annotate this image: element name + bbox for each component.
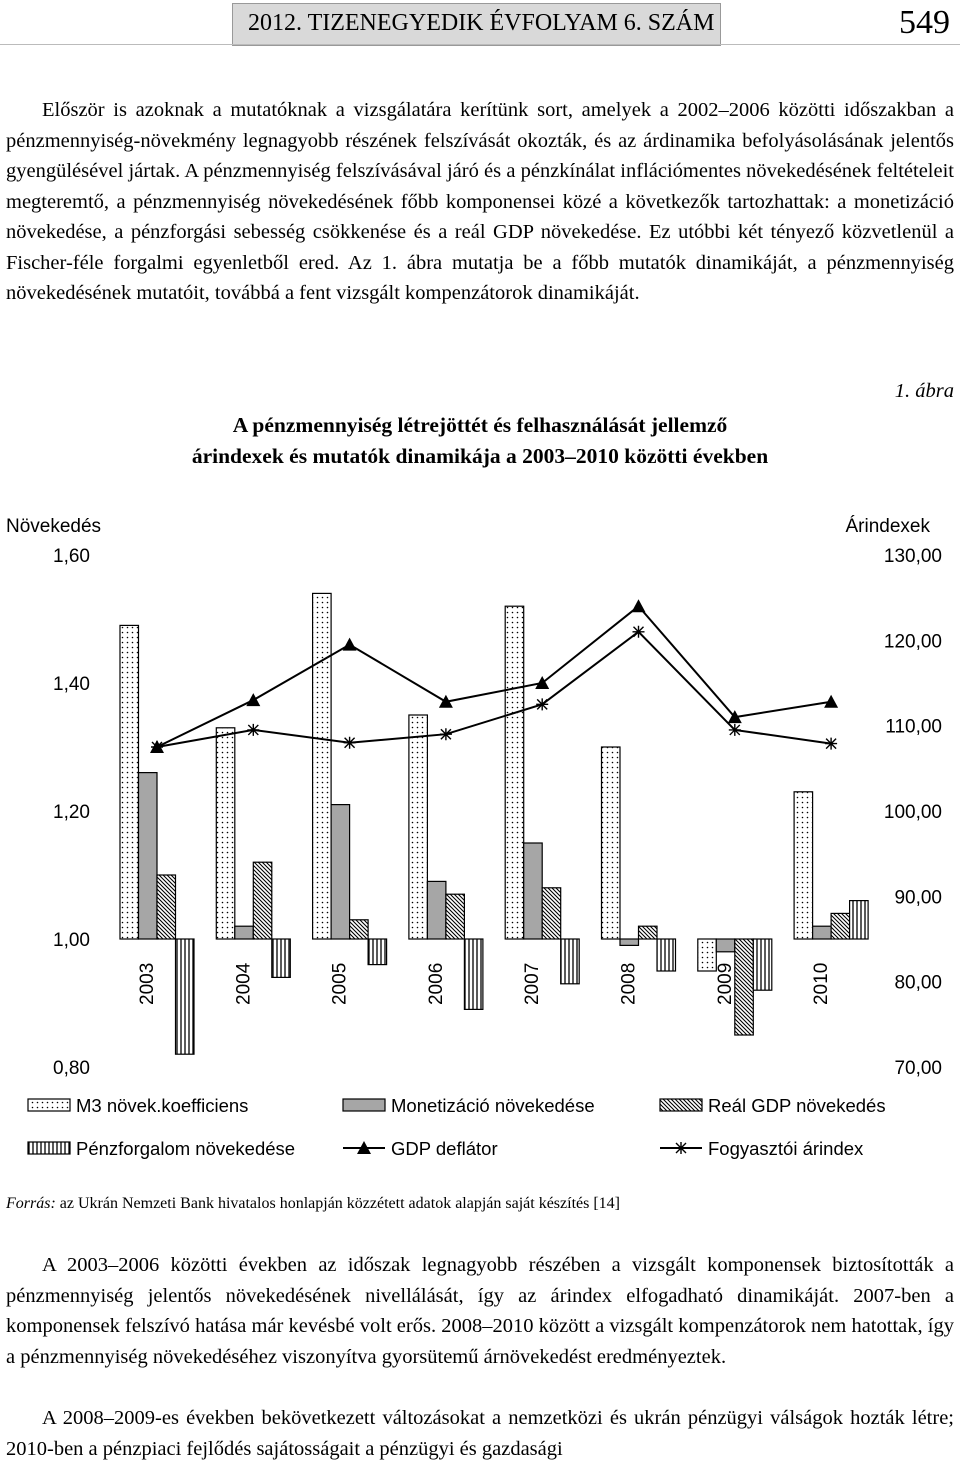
bar-gray-2007 [524,843,543,939]
bar-hatch-2004 [253,862,271,939]
category-label: 2006 [425,962,447,1005]
right-axis-label: Árindexek [845,516,930,537]
category-label: 2007 [522,962,544,1005]
bar-vstripes-2006 [464,939,483,1009]
bar-hatch-2009 [735,939,754,1035]
category-label: 2010 [811,962,833,1005]
marker-triangle [824,695,838,708]
figure-number: 1. ábra [894,380,954,402]
left-tick-label: 1,40 [53,674,90,695]
bar-dots-2010 [794,792,813,939]
marker-triangle [343,638,357,651]
figure-chart [0,500,960,1190]
category-label: 2003 [137,962,158,1005]
bar-vstripes-2008 [657,939,676,971]
legend-label: Fogyasztói árindex [708,1138,864,1159]
bar-hatch-2008 [639,926,658,939]
legend-swatch [343,1099,385,1111]
right-tick-label: 70,00 [894,1058,942,1079]
marker-star [633,626,645,638]
bar-hatch-2010 [831,913,850,939]
bar-hatch-2007 [542,888,561,939]
legend-label: Reál GDP növekedés [708,1095,886,1116]
category-label: 2008 [618,962,640,1005]
legend-marker-star [675,1142,687,1154]
figure-title-line-2: árindexek és mutatók dinamikája a 2003–2010 közötti években [191,444,769,468]
bar-vstripes-2007 [561,939,580,984]
bar-gray-2004 [235,926,254,939]
left-tick-label: 1,60 [53,546,90,567]
category-label: 2009 [714,962,736,1005]
right-tick-label: 130,00 [883,546,942,567]
bar-gray-2006 [427,881,446,939]
bar-dots-2004 [216,728,235,939]
left-tick-label: 1,20 [53,802,90,823]
bar-dots-2007 [505,606,524,939]
bar-vstripes-2009 [753,939,772,990]
source-lead: Forrás: [6,1195,56,1212]
legend-swatch [28,1099,70,1111]
legend-swatch [28,1142,70,1154]
marker-star [825,738,837,750]
source-text: az Ukrán Nemzeti Bank hivatalos honlapján közzétett adatok alapján saját készítés [14] [55,1195,621,1212]
marker-star [536,698,548,710]
bar-dots-2003 [120,625,139,939]
intro-paragraph: Először is azoknak a mutatóknak a vizsgálatára kerítünk sort, amelyek a 2002–2006 közötti időszakban a pénzmennyiség-növekmény legnagyobb részének felszívását okozták, és az árdinamika befolyásolásának jelentős gyengülésével jártak. A pénzmennyiség felszívásával járó és a pénzkínálat inflációmentes növekedésének feltételeit megteremtő, a pénzmennyiség növekedésének főbb komponensei közé a következők tartozhattak: a monetizáció növekedése, a pénzforgási sebesség csökkenése és a reál GDP növekedése. Ez utóbbi két tényező közvetlenül a Fischer-féle forgalmi egyenletből ered. Az 1. ábra mutatja be a főbb mutatók dinamikáját, a pénzmennyiség növekedésének mutatóit, továbbá a fent vizsgált kompenzátorok dinamikáját. [6,99,954,304]
legend-swatch [660,1099,702,1111]
bar-vstripes-2010 [850,901,869,939]
legend-label: Pénzforgalom növekedése [76,1138,296,1159]
right-tick-label: 100,00 [883,802,942,823]
marker-star [247,724,259,736]
header-rule [0,44,960,45]
paragraph-2: A 2003–2006 közötti években az időszak legnagyobb részében a vizsgált komponensek biztosították a pénzmennyiség jelentős növekedésének nivellálását, így az árindex elfogadható dinamikáját. 2007-ben a komponensek felszívó hatása már kevésbé volt erős. 2008–2010 között a vizsgált kompenzátorok nem hatottak, így a pénzmennyiség növekedéséhez viszonyítva gyorsütemű árnövekedést eredményeztek. [6,1254,954,1368]
bar-gray-2008 [620,939,639,945]
bar-dots-2005 [313,593,332,939]
bar-dots-2008 [602,747,621,939]
marker-star [151,741,163,753]
marker-triangle [246,693,260,706]
legend-label: Monetizáció növekedése [391,1095,595,1116]
figure-title [0,410,960,472]
bar-hatch-2006 [446,894,465,939]
running-header-title: 2012. TIZENEGYEDIK ÉVFOLYAM 6. SZÁM [248,10,715,36]
left-axis-label: Növekedés [6,516,102,537]
right-tick-label: 110,00 [885,716,942,738]
left-tick-label: 0,80 [53,1058,90,1079]
legend-label: GDP deflátor [391,1138,498,1159]
bar-hatch-2003 [157,875,176,939]
figure-title-line-1: A pénzmennyiség létrejöttét és felhasználását jellemző [232,413,728,437]
bar-gray-2003 [139,773,158,939]
right-tick-label: 90,00 [894,887,942,909]
paragraph-3: A 2008–2009-es években bekövetkezett változásokat a nemzetközi és ukrán pénzügyi válságok hozták létre; 2010-ben a pénzpiaci fejlődés sajátosságait a pénzügyi és gazdasági [6,1407,954,1460]
bar-vstripes-2003 [176,939,195,1054]
bar-vstripes-2005 [368,939,387,965]
marker-star [440,728,452,740]
category-label: 2004 [233,962,255,1005]
left-tick-label: 1,00 [53,930,90,951]
bar-gray-2010 [813,926,832,939]
right-tick-label: 80,00 [894,972,942,994]
marker-star [729,724,741,736]
bar-dots-2006 [409,715,428,939]
bar-gray-2005 [331,805,350,939]
figure-source [6,1195,620,1213]
legend-label: M3 növek.koefficiens [76,1095,249,1116]
marker-triangle [632,599,646,612]
page-number: 549 [899,4,950,41]
bar-hatch-2005 [350,920,369,939]
right-tick-label: 120,00 [883,631,942,653]
bar-dots-2009 [698,939,717,971]
marker-star [344,737,356,749]
bar-vstripes-2004 [272,939,291,977]
bar-gray-2009 [716,939,735,952]
category-label: 2005 [329,962,351,1005]
